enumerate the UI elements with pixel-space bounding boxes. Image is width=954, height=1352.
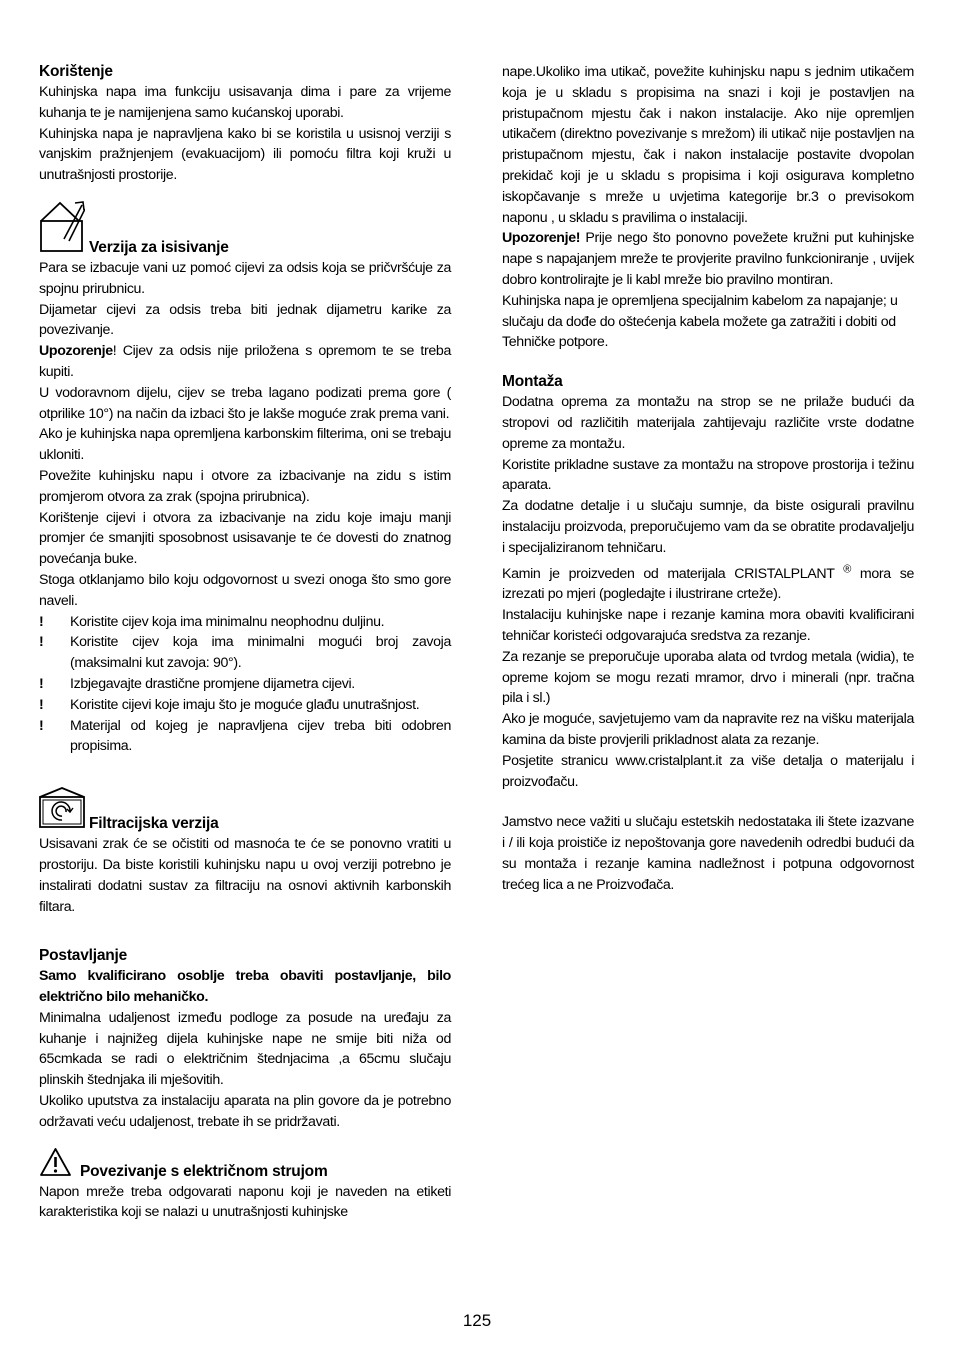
left-column — [39, 62, 451, 1223]
heading-postavljanje: Postavljanje — [39, 947, 128, 965]
list-item: ! Koristite cijevi koje imaju što je moguće glađu unutrašnjost. — [39, 696, 420, 713]
heading-koristenje: Korištenje — [39, 63, 113, 80]
section-montaza — [502, 372, 914, 895]
paragraph: Dodatna oprema za montažu na strop se ne prilaže budući da stropovi od različitih materijala zahtijevaju različite vrste dodatne opreme za montažu. — [502, 394, 914, 452]
heading-filtracijska: Filtracijska verzija — [89, 815, 219, 833]
section-filtracijska — [39, 787, 451, 917]
paragraph: Koristite prikladne sustave za montažu na stropove prostorija i težinu aparata. — [502, 456, 914, 494]
heading-montaza: Montaža — [502, 373, 563, 391]
warning-label: Upozorenje — [39, 343, 113, 360]
right-column — [502, 62, 914, 895]
section-postavljanje — [39, 946, 451, 1132]
paragraph: Para se izbacuje vani uz pomoć cijevi za odsis koja se pričvršćuje za spojnu prirubnicu. — [39, 259, 451, 297]
list-item: ! Izbjegavajte drastične promjene dijametra cijevi. — [39, 675, 355, 692]
section-koristenje — [39, 62, 451, 186]
paragraph: Upozorenje! Cijev za odsis nije priložena s opremom te se treba kupiti. — [39, 343, 451, 380]
bullet-list — [39, 612, 451, 758]
paragraph: Posjetite stranicu www.cristalplant.it za više detalja o materijalu i proizvođaču. — [502, 752, 914, 790]
filter-house-icon — [39, 787, 85, 834]
heading-verzija: Verzija za isisivanje — [89, 238, 229, 256]
paragraph: Napon mreže treba odgovarati naponu koji je naveden na etiketi karakteristika koji se nalazi u unutrašnjosti kuhinjske — [39, 1183, 451, 1221]
paragraph: Za rezanje se preporučuje uporaba alata od tvrdog metala (widia), te opreme kojom se mogu rezati mramor, drvo i minerali (npr. tračna pila i sl.) — [502, 648, 914, 707]
paragraph: Stoga otklanjamo bilo koju odgovornost u svezi onoga što smo gore naveli. — [39, 571, 451, 609]
paragraph: Ako je moguće, savjetujemo vam da napravite rez na višku materijala kamina da biste provjerili prikladnost alata za rezanje. — [502, 711, 914, 748]
paragraph-bold: Samo kvalificirano osoblje treba obaviti postavljanje, bilo električno bilo mehaničko. — [39, 968, 451, 1006]
section-povezivanje-continued — [502, 62, 914, 353]
paragraph: Za dodatne detalje i u slučaju sumnje, da biste osigurali pravilnu instalaciju proizvoda, preporučujemo vam da se obratite prodavaljelju i specijaliziranom tehničaru. — [502, 498, 914, 556]
section-verzija — [39, 199, 451, 757]
list-item: ! Koristite cijev koja ima minimalni mogući broj zavoja (maksimalni kut zavoja: 90°). — [39, 634, 451, 672]
warning-triangle-icon — [39, 1147, 72, 1182]
paragraph: Korištenje cijevi i otvora za izbacivanje na zidu koje imaju manji promjer će smanjiti sposobnost usisavanje te će dovesti do znatnog povećanja buke. — [39, 509, 451, 568]
paragraph: Instalaciju kuhinjske nape i rezanje kamina mora obaviti kvalificirani tehničar koristeći odgovarajuća sredstva za rezanje. — [502, 607, 914, 644]
registered-mark: ® — [843, 562, 852, 575]
paragraph: Kamin je proizveden od materijala CRISTALPLANT ® mora se izrezati po mjeri (pogledajte i ilustrirane crteže). — [502, 562, 914, 603]
paragraph: Kuhinjska napa je opremljena specijalnim kabelom za napajanje; u slučaju da dođe do oštećenja kabela možete ga zatražiti i dobiti od Tehničke potpore. — [502, 292, 898, 351]
paragraph: Upozorenje! Prije nego što ponovno povežete kružni put kuhinjske nape s napajanjem mreže te provjerite pravilno funkcioniranje , uvijek dobro kontrolirajte je li kabl mreže bio pravilno montiran. — [502, 230, 914, 288]
paragraph: Minimalna udaljenost između podloge za posude na uređaju za kuhanje i najnižeg dijela kuhinjske nape ne smije biti niža od 65cmkada se radi o električnim štednjacima ,a 65cmu slučaju plinskih štednjaka ili mješovitih. — [39, 1009, 451, 1089]
paragraph: Dijametar cijevi za odsis treba biti jednak dijametru karike za povezivanje. — [39, 301, 451, 339]
paragraph: Usisavani zrak će se očistiti od masnoća te će se ponovno vratiti u prostoriju. Da biste koristili kuhinjsku napu u ovoj verziji potrebno je instalirati dodatni sustav za filtraciju na osnovi aktivnih karbonskih filtara. — [39, 836, 451, 915]
povezivanje-heading-row — [39, 1147, 451, 1182]
list-item: ! Koristite cijev koja ima minimalnu neophodnu duljinu. — [39, 613, 385, 630]
warning-label: Upozorenje! — [502, 230, 581, 247]
heading-povezivanje: Povezivanje s električnom strujom — [80, 1162, 328, 1180]
paragraph: nape.Ukoliko ima utikač, povežite kuhinjsku napu s jednim utikačem koja je u skladu s propisima na snazi i koji je postavljen na pristupačnom mjestu čak i nakon instalacije. Ako nije opremljen utikačem (direktno povezivanje s mrežom) ili utikač nije postavljen na pristupačnom mjestu, čak i nakon instalacije postavite dvopolan prekidač koji je u skladu s propisima i koji osigurava kompletno iskopčavanje s mreže u uvjetima kategorije br.3 o previsokom naponu , u skladu s pravilima o instalaciji. — [502, 64, 914, 226]
paragraph: U vodoravnom dijelu, cijev se treba lagano podizati prema gore ( otprilike 10°) na način da izbaci što je lakše moguće zrak prema vani. — [39, 384, 451, 422]
paragraph: Povežite kuhinjsku napu i otvore za izbacivanje na zidu s istim promjerom otvora za zrak (spojna prirubnica). — [39, 467, 451, 505]
paragraph: Ako je kuhinjska napa opremljena karbonskim filterima, oni se trebaju ukloniti. — [39, 426, 451, 464]
verzija-heading-row — [39, 199, 451, 258]
filtracijska-heading-row — [39, 787, 451, 834]
list-item: ! Materijal od kojeg je napravljena cijev treba biti odobren propisima. — [39, 717, 451, 755]
paragraph: Jamstvo nece važiti u slučaju estetskih nedostataka ili štete izazvane i / ili koja proističe iz nepoštovanja gore navedenih odredbi budući da su montaža i rezanje kamina nadležnost i potpuna odgovornost trećeg lica a ne Proizvođača. — [502, 814, 914, 893]
paragraph: Ukoliko uputstva za instalaciju aparata na plin govore da je potrebno održavati veću udaljenost, trebate ih se pridržavati. — [39, 1093, 451, 1130]
section-povezivanje — [39, 1147, 451, 1224]
page-number: 125 — [462, 1311, 492, 1330]
paragraph: Kuhinjska napa ima funkciju usisavanja dima i pare za vrijeme kuhanja te je namijenjena samo kućanskoj uporabi. — [39, 84, 451, 121]
exhaust-house-icon — [39, 199, 85, 258]
paragraph: Kuhinjska napa je napravljena kako bi se koristila u usisnoj verziji s vanjskim pražnjenjem (evakuacijom) ili pomoću filtra koji kruži u unutrašnjosti prostorije. — [39, 125, 451, 184]
